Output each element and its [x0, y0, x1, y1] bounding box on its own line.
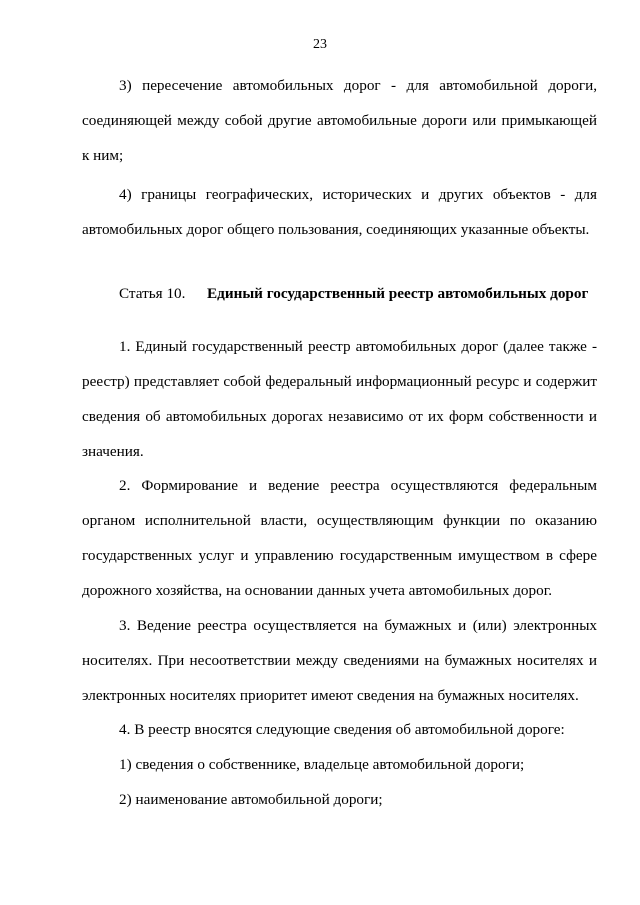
list-item-road-name: 2) наименование автомобильной дороги; — [119, 791, 383, 808]
article-number: Статья 10. — [119, 285, 186, 302]
page-number: 23 — [313, 37, 327, 52]
article-heading — [119, 282, 588, 306]
paragraph-article-clause-1: 1. Единый государственный реестр автомобильных дорог (далее также - реестр) представляет собой федеральный информационный ресурс и содержит сведения об автомобильных дорогах независимо от их форм собственности и значения. — [82, 338, 597, 460]
paragraph-article-clause-3: 3. Ведение реестра осуществляется на бумажных и (или) электронных носителях. При несоответствии между сведениями на бумажных носителях и электронных носителях приоритет имеют сведения на бумажных носителях. — [82, 617, 597, 704]
list-item-owner: 1) сведения о собственнике, владельце автомобильной дороги; — [119, 756, 525, 773]
paragraph-article-clause-2: 2. Формирование и ведение реестра осуществляются федеральным органом исполнительной власти, осуществляющим функции по оказанию государственных услуг и управлению государственным имуществом в сфере дорожного хозяйства, на основании данных учета автомобильных дорог. — [82, 477, 597, 599]
paragraph-item-3-crossings: 3) пересечение автомобильных дорог - для автомобильной дороги, соединяющей между собой другие автомобильные дороги или примыкающей к ним; — [82, 77, 597, 164]
list-intro: 4. В реестр вносятся следующие сведения об автомобильной дороге: — [119, 721, 565, 738]
article-title: Единый государственный реестр автомобильных дорог — [207, 285, 589, 302]
paragraph-item-4-boundaries: 4) границы географических, исторических и других объектов - для автомобильных дорог общего пользования, соединяющих указанные объекты. — [82, 186, 597, 238]
